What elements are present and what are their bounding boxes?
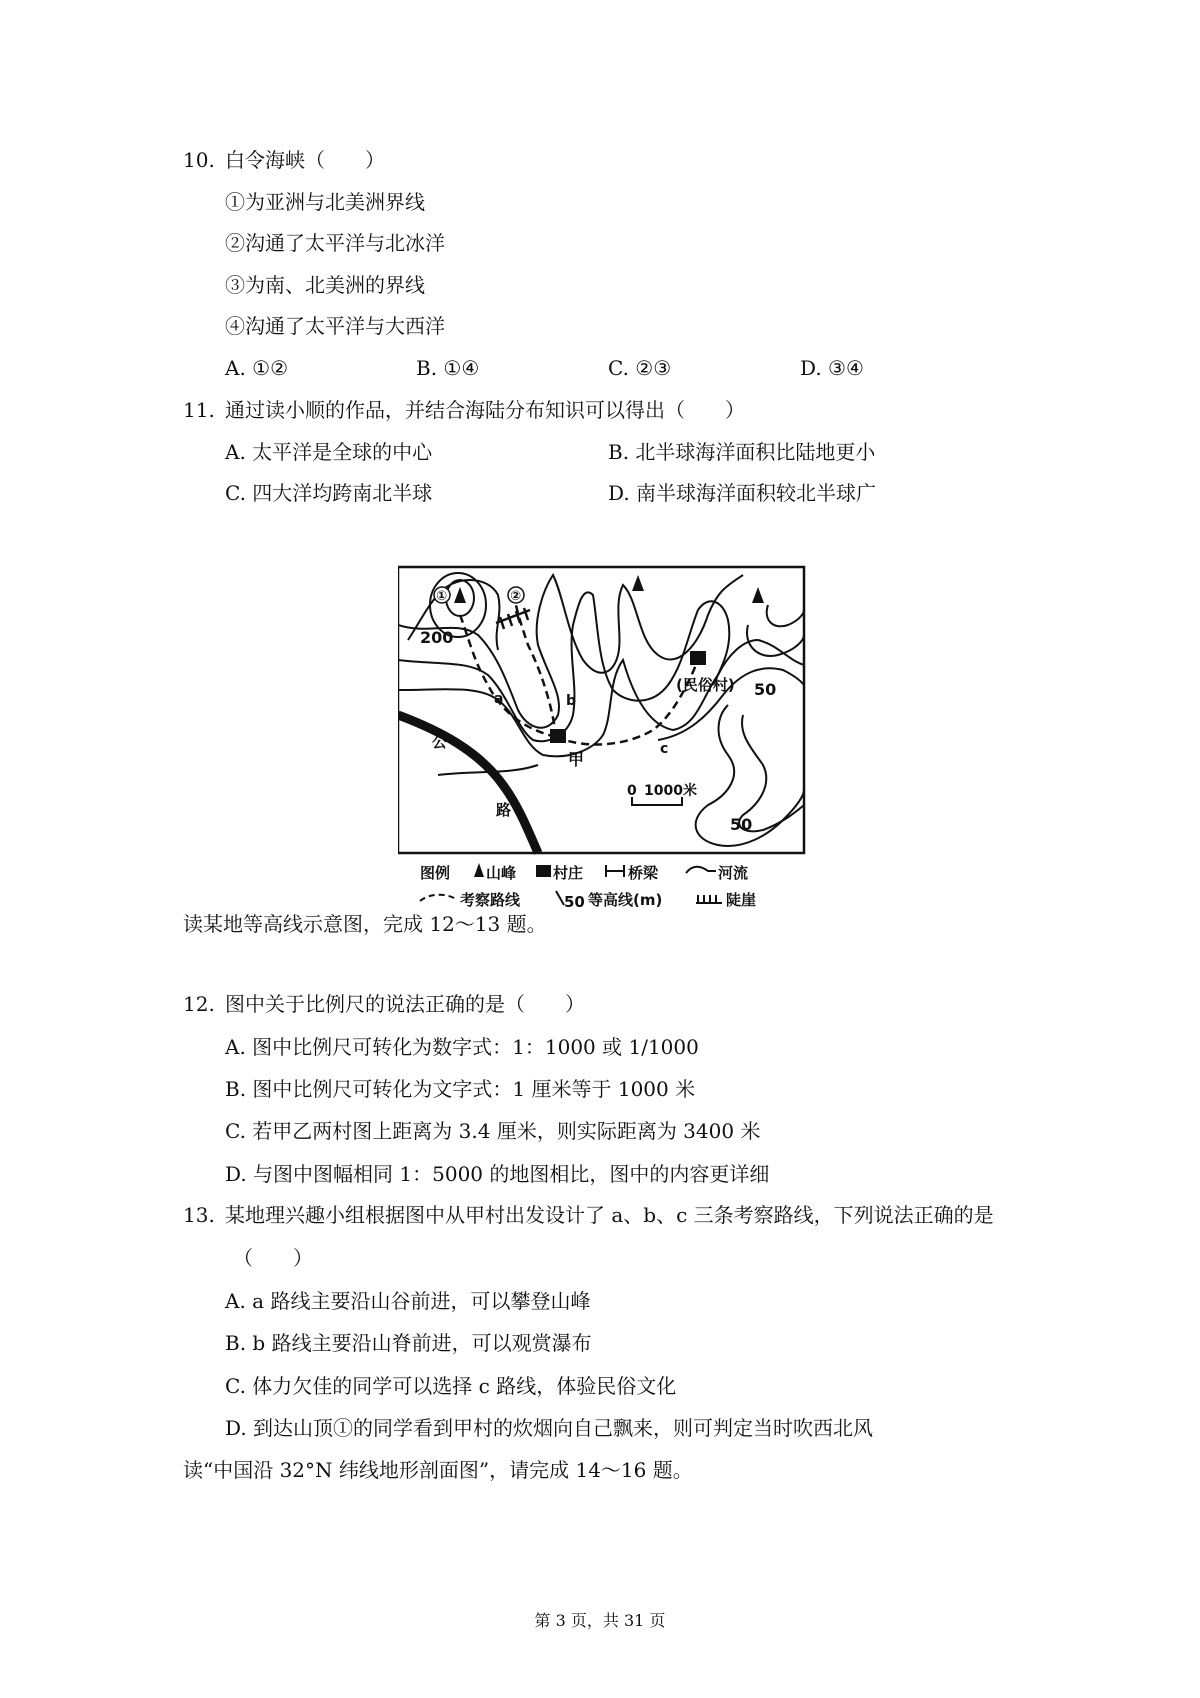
q12-option-d: D. 与图中图幅相同 1：5000 的地图相比，图中的内容更详细	[225, 1162, 770, 1186]
q10-option-d: D. ③④	[800, 356, 864, 380]
intro-12-13: 读某地等高线示意图，完成 12～13 题。	[183, 912, 547, 936]
q12-option-b: B. 图中比例尺可转化为文字式：1 厘米等于 1000 米	[225, 1077, 696, 1101]
road-line	[398, 715, 538, 853]
q12-number: 12.	[183, 992, 215, 1016]
intro-14-16: 读“中国沿 32°N 纬线地形剖面图”，请完成 14～16 题。	[183, 1458, 693, 1482]
q13-option-b: B. b 路线主要沿山脊前进，可以观赏瀑布	[225, 1331, 592, 1355]
legend-peak: 山峰	[486, 864, 517, 882]
q10-stem: 白令海峡（ ）	[225, 148, 385, 172]
legend-cliff: 陡崖	[726, 891, 757, 909]
village-jia-label: 甲	[568, 750, 585, 769]
road-lu-label: 路	[496, 801, 512, 819]
legend-cliff-icon	[696, 895, 722, 903]
legend-peak-icon	[474, 863, 484, 877]
legend-title: 图例	[420, 864, 451, 882]
scale-zero-label: 0	[627, 783, 637, 799]
route-a-label: a	[494, 691, 504, 707]
legend-village-icon	[536, 865, 551, 877]
legend-river: 河流	[718, 864, 749, 882]
survey-routes	[460, 605, 698, 744]
q10-statement-2: ②沟通了太平洋与北冰洋	[225, 231, 445, 255]
legend-contour-value: 50	[564, 893, 585, 911]
peak-icon	[752, 587, 764, 603]
q13-stem-paren: （ ）	[233, 1246, 313, 1270]
peak-icons	[454, 575, 764, 603]
q13-option-c: C. 体力欠佳的同学可以选择 c 路线，体验民俗文化	[225, 1374, 677, 1398]
q10-option-b: B. ①④	[416, 356, 480, 380]
q11-option-a: A. 太平洋是全球的中心	[225, 440, 433, 464]
contour-200-label: 200	[420, 628, 454, 647]
village-minsu-label: (民俗村)	[676, 676, 735, 694]
q13-option-a: A. a 路线主要沿山谷前进，可以攀登山峰	[225, 1289, 591, 1313]
contour-map-svg	[398, 565, 808, 915]
route-b-label: b	[566, 693, 577, 709]
legend-route-icon	[420, 895, 456, 901]
peak-icon	[454, 587, 466, 603]
contour-50-bottom-label: 50	[730, 815, 753, 834]
legend-route: 考察路线	[460, 891, 521, 909]
legend-village: 村庄	[553, 864, 584, 882]
legend-contour-icon	[556, 891, 564, 905]
legend-bridge: 桥梁	[628, 864, 659, 882]
q10-option-c: C. ②③	[608, 356, 672, 380]
peak-icon	[632, 575, 644, 591]
q11-option-c: C. 四大洋均跨南北半球	[225, 481, 433, 505]
q11-number: 11.	[183, 398, 215, 422]
bridge-icon	[496, 608, 530, 629]
q13-number: 13.	[183, 1203, 215, 1227]
legend-bridge-icon	[606, 865, 624, 877]
village-minsu-icon	[690, 651, 706, 665]
contour-map-figure	[398, 565, 808, 915]
contour-50-right-label: 50	[754, 680, 777, 699]
legend-river-icon	[686, 867, 716, 873]
map-frame	[398, 567, 804, 853]
q10-statement-1: ①为亚洲与北美洲界线	[225, 190, 425, 214]
legend-contour: 等高线(m)	[588, 891, 663, 909]
q12-option-a: A. 图中比例尺可转化为数字式：1：1000 或 1/1000	[225, 1035, 699, 1059]
page-footer: 第 3 页，共 31 页	[534, 1611, 666, 1630]
q10-statement-3: ③为南、北美洲的界线	[225, 273, 425, 297]
q10-option-a: A. ①②	[225, 356, 289, 380]
contour-lines	[398, 573, 804, 846]
q10-statement-4: ④沟通了太平洋与大西洋	[225, 314, 445, 338]
route-c-label: c	[660, 741, 669, 757]
peak-2-label: ②	[510, 589, 522, 604]
q13-stem: 某地理兴趣小组根据图中从甲村出发设计了 a、b、c 三条考察路线，下列说法正确的是	[225, 1203, 994, 1227]
q10-number: 10.	[183, 148, 215, 172]
peak-1-label: ①	[436, 589, 448, 604]
q11-option-b: B. 北半球海洋面积比陆地更小	[608, 440, 876, 464]
road-gong-label: 公	[432, 733, 448, 751]
q12-option-c: C. 若甲乙两村图上距离为 3.4 厘米，则实际距离为 3400 米	[225, 1119, 761, 1143]
q12-stem: 图中关于比例尺的说法正确的是（ ）	[225, 992, 585, 1016]
q11-option-d: D. 南半球海洋面积较北半球广	[608, 481, 877, 505]
q11-stem: 通过读小顺的作品，并结合海陆分布知识可以得出（ ）	[225, 398, 745, 422]
village-jia-icon	[550, 729, 566, 743]
q13-option-d: D. 到达山顶①的同学看到甲村的炊烟向自己飘来，则可判定当时吹西北风	[225, 1416, 874, 1440]
scale-length-label: 1000米	[644, 783, 697, 799]
